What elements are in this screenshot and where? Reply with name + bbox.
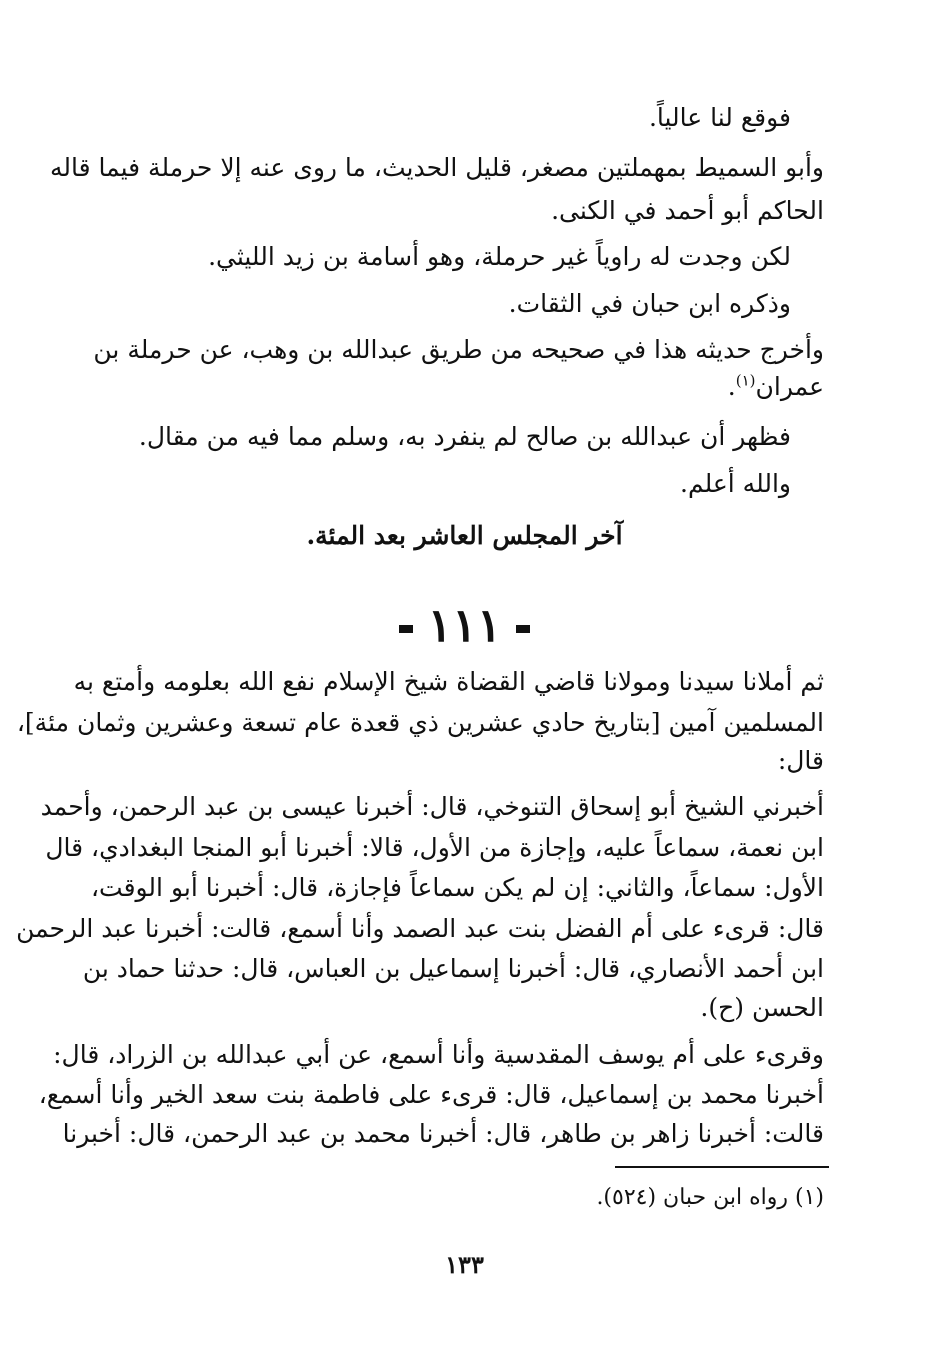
text-line: ثم أملانا سيدنا ومولانا قاضي القضاة شيخ الإسلام نفع الله بعلومه وأمتع به bbox=[73, 667, 824, 696]
text-line: والله أعلم. bbox=[680, 469, 791, 498]
section-number-text: ١١١ bbox=[427, 598, 502, 652]
text-line: الحاكم أبو أحمد في الكنى. bbox=[551, 196, 824, 225]
footnote-reference: (١) bbox=[735, 371, 756, 390]
text-line: المسلمين آمين [بتاريخ حادي عشرين ذي قعدة عام تسعة وعشرين وثمان مئة]، bbox=[16, 708, 824, 737]
text-line: ابن أحمد الأنصاري، قال: أخبرنا إسماعيل بن العباس، قال: حدثنا حماد بن bbox=[82, 954, 824, 983]
text-line: قال: bbox=[777, 746, 824, 775]
text-line: قالت: أخبرنا زاهر بن طاهر، قال: أخبرنا محمد بن عبد الرحمن، قال: أخبرنا bbox=[62, 1119, 824, 1148]
text-line: أخبرنا محمد بن إسماعيل، قال: قرىء على فاطمة بنت سعد الخير وأنا أسمع، bbox=[38, 1080, 824, 1109]
dash-ornament bbox=[399, 625, 413, 633]
text-fragment: عمران bbox=[755, 372, 824, 401]
text-line: لكن وجدت له راوياً غير حرملة، وهو أسامة بن زيد الليثي. bbox=[208, 242, 791, 271]
text-line: فوقع لنا عالياً. bbox=[648, 103, 791, 132]
session-closing-heading: آخر المجلس العاشر بعد المئة. bbox=[306, 521, 623, 550]
dash-ornament bbox=[516, 625, 530, 633]
text-line: ابن نعمة، سماعاً عليه، وإجازة من الأول، قالا: أخبرنا أبو المنجا البغدادي، قال bbox=[45, 833, 824, 862]
text-line: الأول: سماعاً، والثاني: إن لم يكن سماعاً فإجازة، قال: أخبرنا أبو الوقت، bbox=[90, 873, 824, 902]
text-line: فظهر أن عبدالله بن صالح لم ينفرد به، وسلم مما فيه من مقال. bbox=[138, 422, 791, 451]
text-line: وأخرج حديثه هذا في صحيحه من طريق عبدالله بن وهب، عن حرملة بن bbox=[93, 335, 824, 364]
text-line: وذكره ابن حبان في الثقات. bbox=[508, 289, 791, 318]
text-fragment: . bbox=[727, 372, 736, 401]
section-number bbox=[0, 597, 929, 653]
text-line: وقرىء على أم يوسف المقدسية وأنا أسمع، عن أبي عبدالله بن الزراد، قال: bbox=[53, 1040, 824, 1069]
text-line: أخبرني الشيخ أبو إسحاق التنوخي، قال: أخبرنا عيسى بن عبد الرحمن، وأحمد bbox=[40, 792, 824, 821]
footnote-separator bbox=[615, 1166, 829, 1168]
text-line: الحسن (ح). bbox=[700, 993, 824, 1022]
text-line-with-footnote-ref bbox=[728, 370, 824, 404]
text-line: وأبو السميط بمهملتين مصغر، قليل الحديث، ما روى عنه إلا حرملة فيما قاله bbox=[50, 153, 824, 182]
footnote: (١) رواه ابن حبان (٥٢٤). bbox=[596, 1185, 824, 1210]
page-number: ١٣٣ bbox=[445, 1250, 484, 1279]
text-line: قال: قرىء على أم الفضل بنت عبد الصمد وأنا أسمع، قالت: أخبرنا عبد الرحمن bbox=[16, 914, 824, 943]
